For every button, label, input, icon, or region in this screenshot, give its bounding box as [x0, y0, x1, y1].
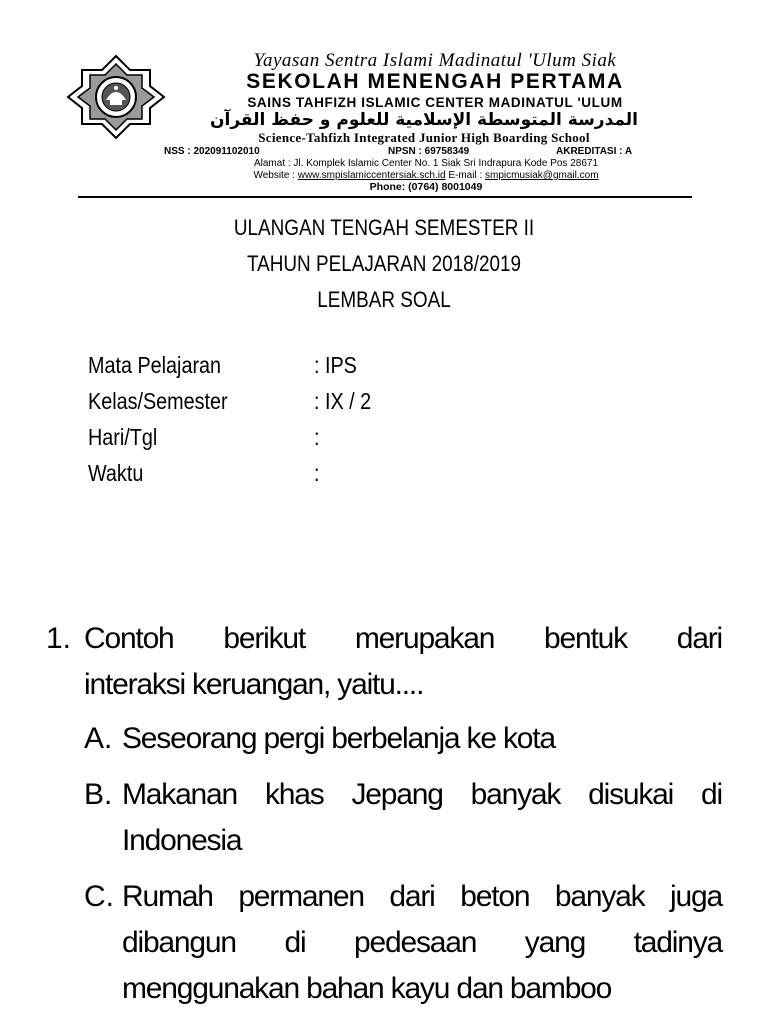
- word: Contoh: [84, 622, 174, 655]
- option-text: Seseorang pergi berbelanja ke kota: [122, 722, 555, 755]
- arabic-school-name: المدرسة المتوسطة الإسلامية للعلوم و حفظ القرآن: [209, 110, 639, 130]
- letterhead-divider: [78, 196, 692, 198]
- foundation-name: Yayasan Sentra Islami Madinatul 'Ulum Siak: [253, 50, 617, 71]
- info-value: :: [314, 424, 320, 450]
- word: Jepang: [351, 778, 443, 811]
- word: beton: [460, 880, 530, 913]
- word: bentuk: [544, 622, 627, 655]
- info-label: Hari/Tgl: [88, 424, 158, 450]
- address: Alamat : Jl. Komplek Islamic Center No. 1 Siak Sri Indrapura Kode Pos 28671: [253, 158, 599, 169]
- word: di: [701, 778, 722, 811]
- option-c-text-line-2: [122, 920, 722, 966]
- word: khas: [264, 778, 324, 811]
- question-number: 1.: [46, 622, 72, 655]
- word: di: [284, 926, 306, 959]
- exam-title-line-2: TAHUN PELAJARAN 2018/2019: [246, 251, 522, 276]
- school-name: SEKOLAH MENENGAH PERTAMA: [246, 70, 624, 93]
- info-value: : IX / 2: [314, 388, 372, 414]
- address-block: [156, 158, 696, 182]
- exam-title: [0, 210, 768, 318]
- info-value: : IPS: [314, 352, 357, 378]
- question-text: interaksi keruangan, yaitu....: [84, 668, 424, 701]
- exam-title-line-1: ULANGAN TENGAH SEMESTER II: [233, 215, 535, 240]
- option-a-text: [122, 716, 722, 762]
- word: disukai: [588, 778, 674, 811]
- word: berikut: [223, 622, 306, 655]
- word: juga: [670, 880, 722, 913]
- option-c-text-line-3: [122, 966, 722, 1012]
- option-text: Indonesia: [122, 824, 242, 857]
- word: yang: [524, 926, 586, 959]
- school-subtitle: SAINS TAHFIZH ISLAMIC CENTER MADINATUL 'ULUM: [247, 95, 623, 110]
- word: dari: [676, 622, 722, 655]
- word: dari: [389, 880, 435, 913]
- info-label: Waktu: [88, 460, 144, 486]
- word: Makanan: [122, 778, 238, 811]
- word: permanen: [238, 880, 364, 913]
- option-text: menggunakan bahan kayu dan bamboo: [122, 972, 612, 1005]
- accreditation: AKREDITASI : A: [556, 146, 633, 157]
- info-row-subject: [88, 352, 588, 388]
- info-row-class: [88, 388, 588, 424]
- question-text-line-2: [84, 662, 722, 708]
- option-c-letter: C.: [84, 880, 114, 913]
- website-link[interactable]: www.smpislamiccentersiak.sch.id: [297, 170, 446, 181]
- option-b-letter: B.: [84, 778, 113, 811]
- option-b-text-line-2: [122, 818, 722, 864]
- info-value: :: [314, 460, 320, 486]
- phone-number: Phone: (0764) 8001049: [369, 181, 483, 193]
- info-label: Kelas/Semester: [88, 388, 228, 414]
- info-label: Mata Pelajaran: [88, 352, 222, 378]
- option-c-text-line-1: [122, 874, 722, 920]
- school-logo: [66, 54, 166, 140]
- nss-number: NSS : 202091102010: [164, 146, 260, 157]
- word: Rumah: [122, 880, 213, 913]
- exam-info-table: [88, 352, 588, 496]
- website-label: Website :: [253, 170, 298, 181]
- letterhead: [66, 44, 696, 200]
- info-row-time: [88, 460, 588, 496]
- word: tadinya: [633, 926, 722, 959]
- word: banyak: [470, 778, 561, 811]
- option-a-letter: A.: [84, 722, 113, 755]
- info-row-date: [88, 424, 588, 460]
- word: dibangun: [122, 926, 236, 959]
- question-text-line-1: [84, 616, 722, 662]
- word: pedesaan: [354, 926, 477, 959]
- english-school-name: Science-Tahfizh Integrated Junior High Boarding School: [258, 130, 590, 145]
- word: banyak: [554, 880, 645, 913]
- exam-title-line-3: LEMBAR SOAL: [317, 287, 451, 312]
- word: merupakan: [354, 622, 495, 655]
- npsn-number: NPSN : 69758349: [388, 146, 470, 157]
- email-label: E-mail :: [445, 170, 486, 181]
- option-b-text-line-1: [122, 772, 722, 818]
- email-link[interactable]: smpicmusiak@gmail.com: [485, 170, 599, 181]
